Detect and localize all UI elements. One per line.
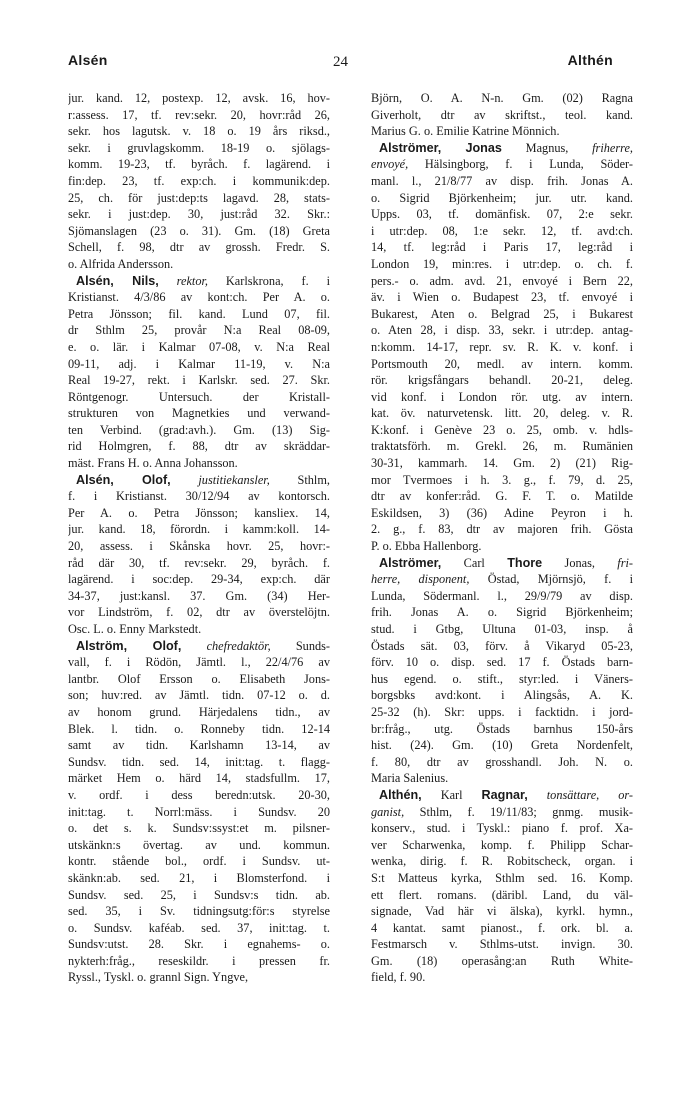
text-line (68, 173, 330, 190)
text-line (371, 173, 633, 190)
text-line (68, 687, 330, 704)
text-line (371, 887, 633, 904)
text-line (68, 837, 330, 854)
entry-text: ten Verbind. (grad:avh.). Gm. (13) Sig- (68, 422, 330, 437)
entry-text: lantbr. Olof Ersson o. Elisabeth Jons- (68, 671, 330, 686)
entry-text: sekr. i just:dep. 30, just:råd 32. Skr.: (68, 207, 330, 222)
entry-name: Alströmer, Jonas (379, 140, 502, 155)
text-line (68, 339, 330, 356)
entry-title: justitiekansler, (198, 472, 270, 487)
entry-name: Althén, (379, 787, 422, 802)
entry-text: strukturen von Magnetkies und verwand- (68, 406, 330, 421)
text-line (68, 289, 330, 306)
entry-text: jur. kand. 18, förordn. i kamm:koll. 14- (68, 522, 330, 537)
entry-text: pers.- o. adm. avd. 21, envoyé i Bern 22, (371, 273, 633, 288)
entry-text: vid konf. i London rör. utg. av intern. (371, 389, 633, 404)
text-line (68, 206, 330, 223)
text-line (68, 538, 330, 555)
entry-heading-line (68, 638, 330, 655)
text-line (68, 455, 330, 472)
text-line (371, 472, 633, 489)
text-line (371, 737, 633, 754)
entry-text: Sundsv:utst. 28. Skr. i egnahems- o. (68, 937, 330, 952)
text-line (68, 920, 330, 937)
entry-text: signade, Vad här vi älska), kyrkl. hymn., (371, 904, 633, 919)
entry-text: P. o. Ebba Hallenborg. (371, 539, 482, 554)
entry-text: hist. (24). Gm. (10) Greta Nordenfelt, (371, 738, 633, 753)
text-line (68, 969, 330, 986)
text-line (371, 505, 633, 522)
entry-text: e. o. lär. i Kalmar 07-08, v. N:a Real (68, 339, 330, 354)
entry-text: 30-31, kammarh. 14. Gm. 2) (21) Rig- (371, 456, 633, 471)
entry-text: ver Scharwenka, komp. f. Philipp Schar- (371, 837, 633, 852)
text-line (371, 239, 633, 256)
entry-text: Marius G. o. Emilie Katrine Mönnich. (371, 124, 560, 139)
text-line (68, 853, 330, 870)
text-line (68, 820, 330, 837)
text-line (68, 903, 330, 920)
entry-text: dtr av konfer:råd. G. F. T. o. Matilde (371, 489, 633, 504)
entry-text: 4 kantat. samt pianost., f. ork. bl. a. (371, 920, 633, 935)
text-line (371, 588, 633, 605)
text-line (371, 306, 633, 323)
entry-text: 25, ch. för just:dep:ts lagavd. 28, stats- (68, 190, 330, 205)
entry-text: kontr. stående bol., ordf. i Sundsv. ut- (68, 854, 330, 869)
text-line (68, 239, 330, 256)
entry-name: Ragnar, (481, 787, 528, 802)
entry-text: Björn, O. A. N-n. Gm. (02) Ragna (371, 91, 633, 105)
entry-text: nykterh:fråg., reseskildr. i pressen fr. (68, 953, 330, 968)
text-line (68, 140, 330, 157)
entry-title: chefredaktör, (206, 638, 271, 653)
text-line (68, 156, 330, 173)
entry-text: Per A. o. Petra Jönsson; kansliex. 14, (68, 505, 330, 520)
text-line (371, 372, 633, 389)
text-line (371, 969, 633, 986)
entry-text: Maria Salenius. (371, 771, 449, 786)
entry-text: o. det s. k. Sundsv:ssyst:et m. pilsner- (68, 821, 330, 836)
entry-title: friherre, (592, 140, 633, 155)
text-line (68, 804, 330, 821)
entry-title: ganist, (371, 804, 405, 819)
entry-text: Lunda, Södermanl. l., 29/9/79 av disp. (371, 588, 633, 603)
text-line (371, 870, 633, 887)
entry-text: äv. i Wien o. Budapest 23, tf. envoyé i (371, 290, 633, 305)
entry-text: sekr. hos lagutsk. v. 18 o. 19 års riksd., (68, 124, 330, 139)
entry-text: Sundsv. sed. 25, i Sundsv:s tidn. ab. (68, 887, 330, 902)
entry-text: Giverholt, dtr av skriftst., teol. kand. (371, 107, 633, 122)
left-column (68, 90, 330, 986)
entry-text: mäst. Frans H. o. Anna Johansson. (68, 456, 238, 471)
entry-text: Jonas, (564, 555, 595, 570)
entry-title: fri- (617, 555, 633, 570)
entry-text: 2. g., f. 83, dtr av majoren frih. Gösta (371, 522, 633, 537)
text-line (371, 273, 633, 290)
entry-heading-line (371, 787, 633, 804)
text-line (68, 887, 330, 904)
text-line (68, 389, 330, 406)
entry-text: 25-32 (h). Skr: upps. i facktidn. i jord- (371, 704, 633, 719)
entry-text: 14, tf. leg:råd i Paris 17, leg:råd i (371, 240, 633, 255)
entry-text: v. ordf. i dess beredn:utsk. 20-30, (68, 787, 330, 802)
text-line (371, 837, 633, 854)
text-line (68, 604, 330, 621)
text-line (371, 190, 633, 207)
entry-name: Alsén, Olof, (76, 472, 171, 487)
text-line (371, 322, 633, 339)
entry-text: utskänkn:s övertag. av und. kommun. (68, 837, 330, 852)
text-line (68, 936, 330, 953)
entry-text: sed. 35, i Sv. tidningsutg:för:s styrelse (68, 904, 330, 919)
entry-text: Eskildsen, 3) (36) Adine Peyron i h. (371, 505, 633, 520)
entry-text: o. Sigrid Björkenheim; jur. utr. kand. (371, 190, 633, 205)
text-line (371, 853, 633, 870)
entry-text: Östad, Mjörnsjö, f. i (487, 572, 633, 587)
text-line (68, 123, 330, 140)
text-line (68, 671, 330, 688)
text-line (371, 820, 633, 837)
text-line (371, 389, 633, 406)
entry-text: 09-11, adj. i Kalmar 11-19, v. N:a (68, 356, 330, 371)
entry-heading-line (68, 273, 330, 290)
text-line (371, 356, 633, 373)
text-line (371, 721, 633, 738)
text-line (371, 671, 633, 688)
entry-text: K:konf. i Genève 23 o. 25, omb. v. hdls- (371, 422, 633, 437)
entry-text: wenka, dirig. f. R. Robitscheck, organ. i (371, 854, 633, 869)
text-line (371, 936, 633, 953)
entry-text: vor Lindström, f. 02, dtr av överstelöjtn. (68, 605, 330, 620)
entry-text: dr Sthlm 25, provår N:a Real 08-09, (68, 323, 330, 338)
text-line (68, 953, 330, 970)
entry-text: Osc. L. o. Enny Markstedt. (68, 622, 202, 636)
text-line (68, 322, 330, 339)
entry-text: son; huv:red. av Jämtl. tidn. 07-12 o. d. (68, 688, 330, 703)
entry-text: Karl (440, 787, 463, 802)
entry-text: Carl (463, 555, 485, 570)
entry-heading-line (371, 140, 633, 157)
text-line (68, 870, 330, 887)
entry-text: lagärend. i soc:dep. 29-34, exp:ch. där (68, 572, 330, 587)
text-line (371, 107, 633, 124)
text-line (68, 555, 330, 572)
text-line (371, 123, 633, 140)
entry-text: n:komm. 14-17, repr. sv. R. K. v. konf. i (371, 339, 633, 354)
running-head-right: Althén (567, 52, 613, 68)
text-line (371, 920, 633, 937)
text-line (371, 438, 633, 455)
text-line (371, 206, 633, 223)
text-line (68, 521, 330, 538)
text-line (371, 538, 633, 555)
entry-text: konserv., stud. i Tyskl.: piano f. prof. Xa- (371, 821, 633, 836)
text-line (68, 654, 330, 671)
entry-text: Sthlm, f. 19/11/83; gnmg. musik- (419, 804, 633, 819)
entry-text: Magnus, (525, 140, 569, 155)
page-header (68, 52, 613, 76)
text-line (68, 704, 330, 721)
entry-text: London 19, min:res. i utr:dep. o. ch. f. (371, 256, 633, 271)
entry-text: förv. 10 o. disp. sed. 17 f. Östads barn- (371, 655, 633, 670)
entry-title: envoyé, (371, 157, 409, 172)
text-line (68, 721, 330, 738)
entry-text: Hälsingborg, f. i Lunda, Söder- (424, 157, 633, 172)
text-line (68, 90, 330, 107)
text-line (68, 505, 330, 522)
text-line (68, 754, 330, 771)
running-head-left: Alsén (68, 52, 108, 68)
text-line (371, 770, 633, 787)
entry-text: i utr:dep. 08, 1:e sekr. 12, tf. avd:ch. (371, 223, 633, 238)
entry-text: Festmarsch v. Sthlms-utst. invign. 30. (371, 937, 633, 952)
entry-text: komm. 19-23, tf. byråch. f. lagärend. i (68, 157, 330, 172)
text-line (68, 190, 330, 207)
text-line (68, 422, 330, 439)
entry-text: Sunds- (295, 638, 330, 653)
text-line (371, 455, 633, 472)
entry-text: Bukarest, Aten o. Belgrad 25, i Bukarest (371, 306, 633, 321)
entry-text: av honom grund. Härjedalens tidn., av (68, 704, 330, 719)
text-line (371, 521, 633, 538)
text-line (371, 654, 633, 671)
entry-text: traktatsförh. m. Grekl. 26, m. Rumänien (371, 439, 633, 454)
entry-text: o. Alfrida Andersson. (68, 256, 174, 271)
text-line (68, 770, 330, 787)
text-line (68, 372, 330, 389)
entry-text: 20, assess. i Skånska hovr. 25, hovr:- (68, 539, 330, 554)
text-line (68, 438, 330, 455)
text-line (371, 339, 633, 356)
text-line (68, 306, 330, 323)
text-line (371, 571, 633, 588)
entry-text: br:fråg., utg. Östads barnhus 150-års (371, 721, 633, 736)
entry-text: mor Tvermoes i h. 3. g., f. 79, d. 25, (371, 472, 633, 487)
entry-text: skänkn:ab. sed. 21, i Blomsterfond. i (68, 870, 330, 885)
entry-text: Karlskrona, f. i (225, 273, 330, 288)
text-line (371, 621, 633, 638)
entry-text: fin:dep. 23, tf. exp:ch. i kommunik:dep. (68, 173, 330, 188)
text-line (371, 405, 633, 422)
text-line (68, 405, 330, 422)
text-line (371, 223, 633, 240)
entry-text: S:t Matteus kyrka, Sthlm sed. 16. Komp. (371, 870, 633, 885)
entry-name: Alström, Olof, (76, 638, 182, 653)
entry-text: f. 80, dtr av grosshandl. Joh. N. o. (371, 754, 633, 769)
entry-text: Röntgenogr. Untersuch. der Kristall- (68, 389, 330, 404)
text-line (68, 488, 330, 505)
entry-text: Blek. l. tidn. o. Ronneby tidn. 12-14 (68, 721, 330, 736)
entry-text: Portsmouth 20, medl. av intern. komm. (371, 356, 633, 371)
entry-text: Kristianst. 4/3/86 av kont:ch. Per A. o. (68, 290, 330, 305)
entry-name: Thore (507, 555, 543, 570)
entry-text: init:tag. t. Norrl:mäss. i Sundsv. 20 (68, 804, 330, 819)
page-number: 24 (333, 54, 348, 70)
entry-text: Gm. (18) operasång:an Ruth White- (371, 953, 633, 968)
text-line (371, 804, 633, 821)
text-line (371, 422, 633, 439)
text-line (68, 256, 330, 273)
entry-text: råd där 30, tf. rev:sekr. 29, byråch. f. (68, 555, 330, 570)
text-line (68, 787, 330, 804)
entry-text: Schell, f. 98, dtr av grossh. Fredr. S. (68, 240, 330, 255)
entry-name: Alströmer, (379, 555, 442, 570)
entry-text: Ryssl., Tyskl. o. grannl Sign. Yngve, (68, 970, 249, 985)
entry-text: vall, f. i Rödön, Jämtl. l., 22/4/76 av (68, 655, 330, 670)
right-column (371, 90, 633, 986)
entry-text: samt av tidn. Karlshamn 13-14, av (68, 738, 330, 753)
entry-text: borgsbks avd:kont. i Alingsås, A. K. (371, 688, 633, 703)
entry-heading-line (371, 555, 633, 572)
entry-name: Alsén, Nils, (76, 273, 159, 288)
entry-title: tonsättare, or- (546, 787, 633, 802)
entry-text: kat. öv. naturvetensk. litt. 20, deleg. v. R. (371, 406, 633, 421)
text-line (371, 90, 633, 107)
entry-text: r:assess. 17, tf. rev:sekr. 20, hovr:råd 26, (68, 107, 330, 122)
text-line (371, 638, 633, 655)
text-line (371, 687, 633, 704)
entry-text: Sundsv. tidn. sed. 14, init:tag. t. flagg- (68, 754, 330, 769)
text-line (371, 488, 633, 505)
text-line (68, 571, 330, 588)
entry-text: Sthlm, (297, 472, 330, 487)
entry-text: jur. kand. 12, postexp. 12, avsk. 16, hov- (68, 91, 330, 105)
text-line (68, 107, 330, 124)
entry-title: herre, disponent, (371, 572, 470, 587)
entry-text: o. Sundsv. kaféab. sed. 37, init:tag. t. (68, 920, 330, 935)
entry-text: hus egend. o. stift., styr:led. i Väners- (371, 671, 633, 686)
text-line (68, 621, 330, 638)
text-line (371, 953, 633, 970)
entry-text: rid Holmgren, f. 88, dtr av skräddar- (68, 439, 330, 454)
text-line (371, 754, 633, 771)
entry-text: frih. Jonas A. o. Sigrid Björkenheim; (371, 605, 633, 620)
entry-text: sekr. i gruvlagskomm. 18-19 o. sjölags- (68, 140, 330, 155)
entry-text: 34-37, just:kansl. 37. Gm. (34) Her- (68, 588, 330, 603)
text-line (371, 289, 633, 306)
entry-text: rör. krigsfångars behandl. 20-21, deleg. (371, 373, 633, 388)
text-line (371, 156, 633, 173)
entry-text: Real 19-27, rekt. i Karlskr. sed. 27. Skr. (68, 373, 330, 388)
text-line (371, 604, 633, 621)
text-line (371, 256, 633, 273)
text-line (371, 903, 633, 920)
entry-text: Sjömanslagen (23 o. 31). Gm. (18) Greta (68, 223, 330, 238)
text-line (371, 704, 633, 721)
text-line (68, 223, 330, 240)
text-line (68, 356, 330, 373)
entry-text: ett flert. romans. (däribl. Land, du väl- (371, 887, 633, 902)
entry-text: manl. l., 21/8/77 av disp. frih. Jonas A. (371, 173, 633, 188)
entry-title: rektor, (176, 273, 208, 288)
entry-text: Petra Jönsson; fil. kand. Lund 07, fil. (68, 306, 330, 321)
entry-text: field, f. 90. (371, 970, 426, 985)
entry-text: stud. i Gtbg, Ultuna 01-03, insp. å (371, 622, 633, 636)
entry-text: Upps. 03, tf. domänfisk. 07, 2:e sekr. (371, 207, 633, 222)
text-line (68, 737, 330, 754)
entry-text: o. Aten 28, i disp. 33, sekr. i utr:dep. antag- (371, 323, 633, 338)
text-line (68, 588, 330, 605)
entry-text: f. i Kristianst. 30/12/94 av kontorsch. (68, 489, 330, 504)
entry-text: Östads sät. 03, förv. å Vikaryd 05-23, (371, 638, 633, 653)
entry-text: märket Hem o. härd 14, stadsfullm. 17, (68, 771, 330, 786)
entry-heading-line (68, 472, 330, 489)
